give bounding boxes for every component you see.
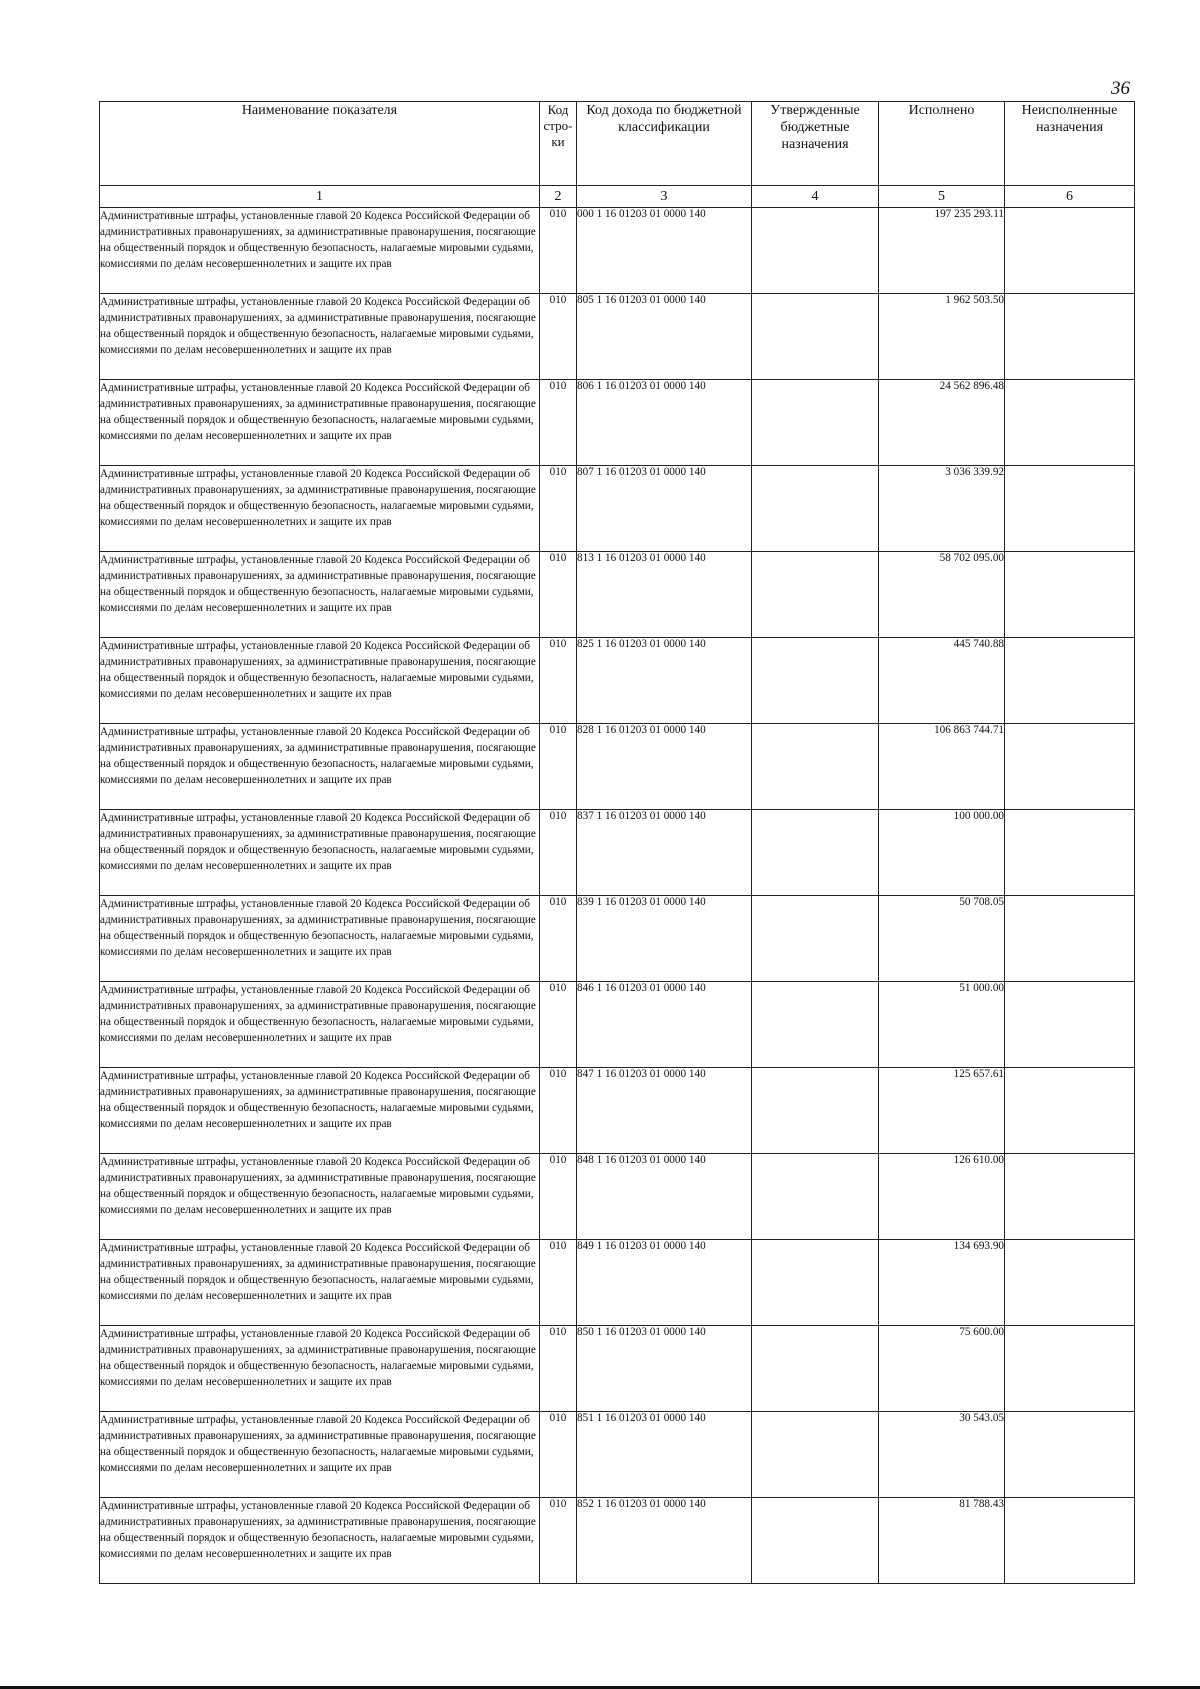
row-executed-amount: 51 000.00 [879, 982, 1005, 1068]
row-executed-amount: 30 543.05 [879, 1412, 1005, 1498]
header-approved-assignments: Утвержденные бюджетные назначения [752, 102, 879, 186]
row-unexecuted-amount [1005, 466, 1135, 552]
row-indicator-name: Административные штрафы, установленные главой 20 Кодекса Российской Федерации об административных правонарушениях, за административные правонарушения, посягающие на общественный порядок и общественную безопасность, налагаемые мировыми судьями, комиссиями по делам несовершеннолетних и защите их прав [100, 638, 540, 724]
row-line-code: 010 [540, 466, 577, 552]
row-executed-amount: 100 000.00 [879, 810, 1005, 896]
row-income-code: 850 1 16 01203 01 0000 140 [577, 1326, 752, 1412]
row-line-code: 010 [540, 208, 577, 294]
row-executed-amount: 24 562 896.48 [879, 380, 1005, 466]
row-income-code: 847 1 16 01203 01 0000 140 [577, 1068, 752, 1154]
row-income-code: 805 1 16 01203 01 0000 140 [577, 294, 752, 380]
row-income-code: 825 1 16 01203 01 0000 140 [577, 638, 752, 724]
row-income-code: 837 1 16 01203 01 0000 140 [577, 810, 752, 896]
header-income-code: Код дохода по бюджетной классификации [577, 102, 752, 186]
row-unexecuted-amount [1005, 208, 1135, 294]
row-unexecuted-amount [1005, 380, 1135, 466]
row-indicator-name: Административные штрафы, установленные главой 20 Кодекса Российской Федерации об административных правонарушениях, за административные правонарушения, посягающие на общественный порядок и общественную безопасность, налагаемые мировыми судьями, комиссиями по делам несовершеннолетних и защите их прав [100, 982, 540, 1068]
row-unexecuted-amount [1005, 294, 1135, 380]
column-number-row [100, 186, 1135, 208]
row-line-code: 010 [540, 552, 577, 638]
row-line-code: 010 [540, 380, 577, 466]
row-income-code: 851 1 16 01203 01 0000 140 [577, 1412, 752, 1498]
row-unexecuted-amount [1005, 1240, 1135, 1326]
row-income-code: 828 1 16 01203 01 0000 140 [577, 724, 752, 810]
row-unexecuted-amount [1005, 810, 1135, 896]
table-row [100, 1326, 1135, 1412]
row-approved-amount [752, 896, 879, 982]
column-number: 4 [752, 186, 879, 208]
header-line-code: Код стро- ки [540, 102, 577, 186]
row-indicator-name: Административные штрафы, установленные главой 20 Кодекса Российской Федерации об административных правонарушениях, за административные правонарушения, посягающие на общественный порядок и общественную безопасность, налагаемые мировыми судьями, комиссиями по делам несовершеннолетних и защите их прав [100, 466, 540, 552]
table-row [100, 552, 1135, 638]
row-indicator-name: Административные штрафы, установленные главой 20 Кодекса Российской Федерации об административных правонарушениях, за административные правонарушения, посягающие на общественный порядок и общественную безопасность, налагаемые мировыми судьями, комиссиями по делам несовершеннолетних и защите их прав [100, 1326, 540, 1412]
table-row [100, 724, 1135, 810]
row-income-code: 852 1 16 01203 01 0000 140 [577, 1498, 752, 1584]
table-row [100, 1068, 1135, 1154]
row-line-code: 010 [540, 294, 577, 380]
header-unexecuted-assignments: Неисполненные назначения [1005, 102, 1135, 186]
row-line-code: 010 [540, 724, 577, 810]
row-executed-amount: 197 235 293.11 [879, 208, 1005, 294]
table-row [100, 380, 1135, 466]
table-body [100, 208, 1135, 1584]
row-approved-amount [752, 466, 879, 552]
row-income-code: 849 1 16 01203 01 0000 140 [577, 1240, 752, 1326]
row-unexecuted-amount [1005, 1326, 1135, 1412]
budget-execution-table [99, 101, 1135, 1584]
row-approved-amount [752, 1498, 879, 1584]
table-row [100, 1240, 1135, 1326]
header-executed: Исполнено [879, 102, 1005, 186]
row-unexecuted-amount [1005, 1154, 1135, 1240]
row-approved-amount [752, 552, 879, 638]
row-line-code: 010 [540, 982, 577, 1068]
row-approved-amount [752, 380, 879, 466]
row-unexecuted-amount [1005, 1498, 1135, 1584]
row-indicator-name: Административные штрафы, установленные главой 20 Кодекса Российской Федерации об административных правонарушениях, за административные правонарушения, посягающие на общественный порядок и общественную безопасность, налагаемые мировыми судьями, комиссиями по делам несовершеннолетних и защите их прав [100, 896, 540, 982]
row-approved-amount [752, 208, 879, 294]
column-number: 1 [100, 186, 540, 208]
row-line-code: 010 [540, 810, 577, 896]
row-indicator-name: Административные штрафы, установленные главой 20 Кодекса Российской Федерации об административных правонарушениях, за административные правонарушения, посягающие на общественный порядок и общественную безопасность, налагаемые мировыми судьями, комиссиями по делам несовершеннолетних и защите их прав [100, 380, 540, 466]
row-indicator-name: Административные штрафы, установленные главой 20 Кодекса Российской Федерации об административных правонарушениях, за административные правонарушения, посягающие на общественный порядок и общественную безопасность, налагаемые мировыми судьями, комиссиями по делам несовершеннолетних и защите их прав [100, 294, 540, 380]
row-indicator-name: Административные штрафы, установленные главой 20 Кодекса Российской Федерации об административных правонарушениях, за административные правонарушения, посягающие на общественный порядок и общественную безопасность, налагаемые мировыми судьями, комиссиями по делам несовершеннолетних и защите их прав [100, 1154, 540, 1240]
row-line-code: 010 [540, 1240, 577, 1326]
row-approved-amount [752, 638, 879, 724]
row-approved-amount [752, 1326, 879, 1412]
table-row [100, 1154, 1135, 1240]
row-income-code: 848 1 16 01203 01 0000 140 [577, 1154, 752, 1240]
row-unexecuted-amount [1005, 1068, 1135, 1154]
column-number: 2 [540, 186, 577, 208]
row-approved-amount [752, 982, 879, 1068]
table-row [100, 638, 1135, 724]
column-number: 5 [879, 186, 1005, 208]
row-approved-amount [752, 724, 879, 810]
row-approved-amount [752, 1412, 879, 1498]
row-executed-amount: 50 708.05 [879, 896, 1005, 982]
page-number: 36 [1111, 78, 1130, 99]
table-row [100, 810, 1135, 896]
row-executed-amount: 126 610.00 [879, 1154, 1005, 1240]
row-line-code: 010 [540, 896, 577, 982]
row-executed-amount: 81 788.43 [879, 1498, 1005, 1584]
row-approved-amount [752, 294, 879, 380]
row-executed-amount: 75 600.00 [879, 1326, 1005, 1412]
row-approved-amount [752, 810, 879, 896]
table-row [100, 896, 1135, 982]
table-row [100, 208, 1135, 294]
row-line-code: 010 [540, 1068, 577, 1154]
row-executed-amount: 125 657.61 [879, 1068, 1005, 1154]
header-indicator-name: Наименование показателя [100, 102, 540, 186]
row-indicator-name: Административные штрафы, установленные главой 20 Кодекса Российской Федерации об административных правонарушениях, за административные правонарушения, посягающие на общественный порядок и общественную безопасность, налагаемые мировыми судьями, комиссиями по делам несовершеннолетних и защите их прав [100, 1240, 540, 1326]
row-unexecuted-amount [1005, 1412, 1135, 1498]
table-row [100, 1498, 1135, 1584]
row-approved-amount [752, 1068, 879, 1154]
row-executed-amount: 3 036 339.92 [879, 466, 1005, 552]
row-indicator-name: Административные штрафы, установленные главой 20 Кодекса Российской Федерации об административных правонарушениях, за административные правонарушения, посягающие на общественный порядок и общественную безопасность, налагаемые мировыми судьями, комиссиями по делам несовершеннолетних и защите их прав [100, 810, 540, 896]
table-row [100, 982, 1135, 1068]
row-income-code: 813 1 16 01203 01 0000 140 [577, 552, 752, 638]
row-unexecuted-amount [1005, 982, 1135, 1068]
row-indicator-name: Административные штрафы, установленные главой 20 Кодекса Российской Федерации об административных правонарушениях, за административные правонарушения, посягающие на общественный порядок и общественную безопасность, налагаемые мировыми судьями, комиссиями по делам несовершеннолетних и защите их прав [100, 724, 540, 810]
row-income-code: 839 1 16 01203 01 0000 140 [577, 896, 752, 982]
row-unexecuted-amount [1005, 724, 1135, 810]
row-income-code: 846 1 16 01203 01 0000 140 [577, 982, 752, 1068]
row-unexecuted-amount [1005, 638, 1135, 724]
row-indicator-name: Административные штрафы, установленные главой 20 Кодекса Российской Федерации об административных правонарушениях, за административные правонарушения, посягающие на общественный порядок и общественную безопасность, налагаемые мировыми судьями, комиссиями по делам несовершеннолетних и защите их прав [100, 208, 540, 294]
row-unexecuted-amount [1005, 896, 1135, 982]
row-executed-amount: 134 693.90 [879, 1240, 1005, 1326]
row-executed-amount: 106 863 744.71 [879, 724, 1005, 810]
row-income-code: 806 1 16 01203 01 0000 140 [577, 380, 752, 466]
row-indicator-name: Административные штрафы, установленные главой 20 Кодекса Российской Федерации об административных правонарушениях, за административные правонарушения, посягающие на общественный порядок и общественную безопасность, налагаемые мировыми судьями, комиссиями по делам несовершеннолетних и защите их прав [100, 1412, 540, 1498]
row-line-code: 010 [540, 1326, 577, 1412]
row-approved-amount [752, 1240, 879, 1326]
row-income-code: 807 1 16 01203 01 0000 140 [577, 466, 752, 552]
row-indicator-name: Административные штрафы, установленные главой 20 Кодекса Российской Федерации об административных правонарушениях, за административные правонарушения, посягающие на общественный порядок и общественную безопасность, налагаемые мировыми судьями, комиссиями по делам несовершеннолетних и защите их прав [100, 1498, 540, 1584]
table-row [100, 466, 1135, 552]
table-row [100, 294, 1135, 380]
table-row [100, 1412, 1135, 1498]
row-line-code: 010 [540, 1154, 577, 1240]
table-header-row [100, 102, 1135, 186]
row-line-code: 010 [540, 1412, 577, 1498]
column-number: 6 [1005, 186, 1135, 208]
row-executed-amount: 1 962 503.50 [879, 294, 1005, 380]
column-number: 3 [577, 186, 752, 208]
row-line-code: 010 [540, 638, 577, 724]
row-indicator-name: Административные штрафы, установленные главой 20 Кодекса Российской Федерации об административных правонарушениях, за административные правонарушения, посягающие на общественный порядок и общественную безопасность, налагаемые мировыми судьями, комиссиями по делам несовершеннолетних и защите их прав [100, 552, 540, 638]
row-line-code: 010 [540, 1498, 577, 1584]
row-approved-amount [752, 1154, 879, 1240]
row-unexecuted-amount [1005, 552, 1135, 638]
row-executed-amount: 58 702 095.00 [879, 552, 1005, 638]
row-indicator-name: Административные штрафы, установленные главой 20 Кодекса Российской Федерации об административных правонарушениях, за административные правонарушения, посягающие на общественный порядок и общественную безопасность, налагаемые мировыми судьями, комиссиями по делам несовершеннолетних и защите их прав [100, 1068, 540, 1154]
row-executed-amount: 445 740.88 [879, 638, 1005, 724]
row-income-code: 000 1 16 01203 01 0000 140 [577, 208, 752, 294]
